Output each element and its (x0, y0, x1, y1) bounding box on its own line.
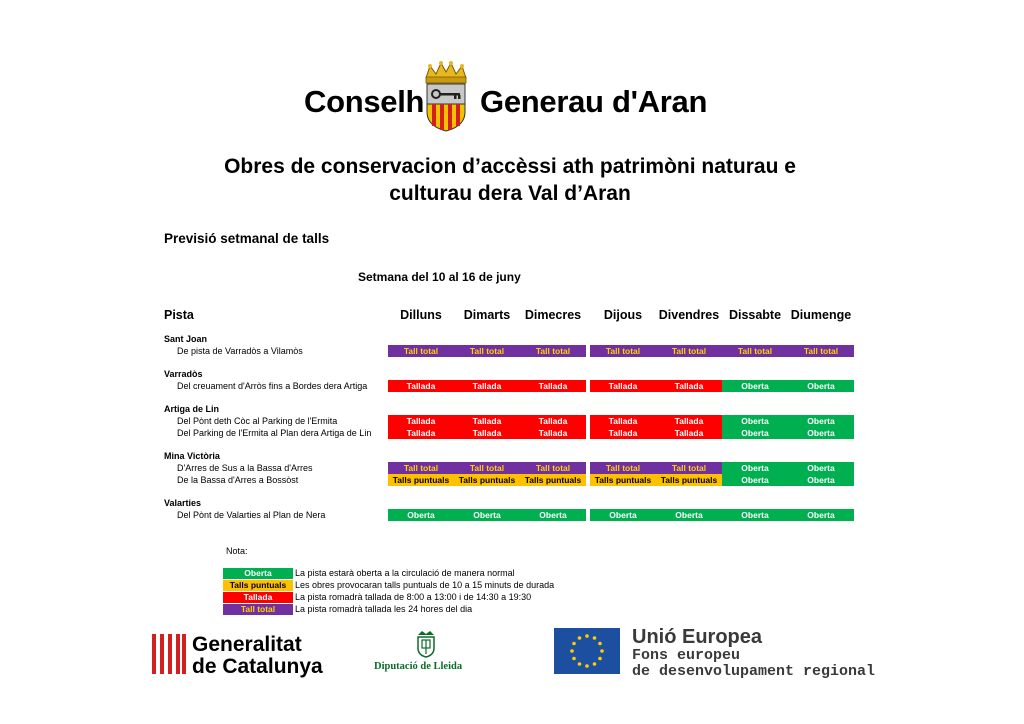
aran-coat-of-arms-icon (420, 60, 472, 132)
status-cell: Oberta (520, 509, 586, 521)
day-header: Dijous (603, 308, 643, 322)
status-cell: Tallada (454, 415, 520, 427)
day-header: Dissabte (728, 308, 782, 322)
status-cell: Tallada (590, 415, 656, 427)
status-cell: Oberta (722, 427, 788, 439)
day-header: Dilluns (400, 308, 442, 322)
day-header: Divendres (658, 308, 720, 322)
legend-swatch-oberta: Oberta (223, 568, 293, 579)
eu-fund-line-1: Fons europeu (632, 647, 741, 664)
status-cell: Tallada (388, 427, 454, 439)
status-cell: Tallada (520, 380, 586, 392)
status-cell: Oberta (722, 474, 788, 486)
generalitat-line-1: Generalitat (192, 633, 302, 656)
legend-swatch-tallada: Tallada (223, 592, 293, 603)
status-cell: Tall total (656, 345, 722, 357)
section-name: Artiga de Lin (164, 404, 220, 414)
legend-swatch-tall-total: Tall total (223, 604, 293, 615)
document-title (150, 153, 870, 207)
status-cell: Talls puntuals (656, 474, 722, 486)
status-cell: Oberta (788, 462, 854, 474)
status-cell: Tallada (520, 427, 586, 439)
eu-flag-icon (554, 628, 620, 674)
status-cell: Talls puntuals (590, 474, 656, 486)
status-cell: Tall total (388, 462, 454, 474)
day-header: Dimecres (524, 308, 582, 322)
status-cell: Tallada (454, 427, 520, 439)
org-name-right: Generau d'Aran (480, 84, 708, 119)
route-label: Del Pònt deth Còc al Parking de l'Ermita (177, 416, 338, 426)
legend-text-tall-total: La pista romadrà tallada les 24 hores del dia (295, 604, 473, 614)
status-cell: Tallada (388, 380, 454, 392)
day-header: Dimarts (463, 308, 511, 322)
status-cell: Talls puntuals (520, 474, 586, 486)
status-cell: Oberta (788, 380, 854, 392)
status-cell: Tallada (590, 380, 656, 392)
status-cell: Tallada (656, 415, 722, 427)
status-cell: Oberta (722, 509, 788, 521)
section-name: Varradòs (164, 369, 203, 379)
status-cell: Oberta (722, 380, 788, 392)
diputacio-name: Diputació de Lleida (374, 661, 463, 672)
route-label: D'Arres de Sus a la Bassa d'Arres (177, 463, 313, 473)
status-cell: Oberta (454, 509, 520, 521)
route-label: De la Bassa d'Arres a Bossòst (177, 475, 299, 485)
diputacio-shield-icon (416, 630, 436, 658)
section-name: Valarties (164, 498, 202, 508)
route-label: Del Pònt de Valarties al Plan de Nera (177, 510, 326, 520)
section-name: Mina Victòria (164, 451, 220, 461)
status-cell: Tall total (454, 345, 520, 357)
legend-text-tallada: La pista romadrà tallada de 8:00 a 13:00 i de 14:30 a 19:30 (295, 592, 532, 602)
eu-fund-line-2: de desenvolupament regional (632, 663, 876, 680)
status-cell: Talls puntuals (388, 474, 454, 486)
generalitat-line-2: de Catalunya (192, 655, 323, 678)
status-cell: Tall total (590, 462, 656, 474)
legend-text-oberta: La pista estarà oberta a la circulació de manera normal (295, 568, 515, 578)
status-cell: Tall total (788, 345, 854, 357)
status-cell: Tallada (656, 427, 722, 439)
status-cell: Tallada (388, 415, 454, 427)
generalitat-logo-icon (150, 634, 186, 674)
pista-header: Pista (164, 308, 194, 322)
status-cell: Oberta (788, 509, 854, 521)
status-cell: Oberta (788, 427, 854, 439)
route-label: Del creuament d'Arròs fins a Bordes dera Artiga (177, 381, 368, 391)
status-cell: Oberta (788, 415, 854, 427)
status-cell: Tallada (454, 380, 520, 392)
eu-fund-name (632, 648, 875, 680)
legend-swatch-talls-puntuals: Talls puntuals (223, 580, 293, 591)
eu-title: Unió Europea (632, 626, 763, 648)
status-cell: Tall total (656, 462, 722, 474)
status-cell: Oberta (722, 462, 788, 474)
legend-text-talls-puntuals: Les obres provocaran talls puntuals de 10 a 15 minuts de durada (295, 580, 555, 590)
status-cell: Oberta (590, 509, 656, 521)
status-cell: Tall total (388, 345, 454, 357)
status-cell: Tallada (590, 427, 656, 439)
section-name: Sant Joan (164, 334, 208, 344)
title-line-2: culturau dera Val d’Aran (389, 182, 631, 205)
status-cell: Tall total (454, 462, 520, 474)
status-cell: Tallada (656, 380, 722, 392)
status-cell: Tall total (722, 345, 788, 357)
org-name-left: Conselh (304, 84, 425, 119)
legend-title: Nota: (226, 546, 248, 556)
status-cell: Tall total (520, 345, 586, 357)
status-cell: Tall total (520, 462, 586, 474)
status-cell: Oberta (722, 415, 788, 427)
status-cell: Oberta (388, 509, 454, 521)
week-label: Setmana del 10 al 16 de juny (358, 270, 521, 284)
title-line-1: Obres de conservacion d’accèssi ath patrimòni naturau e (224, 155, 796, 178)
status-cell: Tall total (590, 345, 656, 357)
route-label: Del Parking de l'Ermita al Plan dera Artiga de Lin (177, 428, 372, 438)
route-label: De pista de Varradòs a Vilamòs (177, 346, 303, 356)
day-header: Diumenge (790, 308, 852, 322)
status-cell: Tallada (520, 415, 586, 427)
generalitat-name (192, 634, 323, 678)
status-cell: Oberta (788, 474, 854, 486)
status-cell: Oberta (656, 509, 722, 521)
status-cell: Talls puntuals (454, 474, 520, 486)
section-subtitle: Previsió setmanal de talls (164, 231, 330, 246)
